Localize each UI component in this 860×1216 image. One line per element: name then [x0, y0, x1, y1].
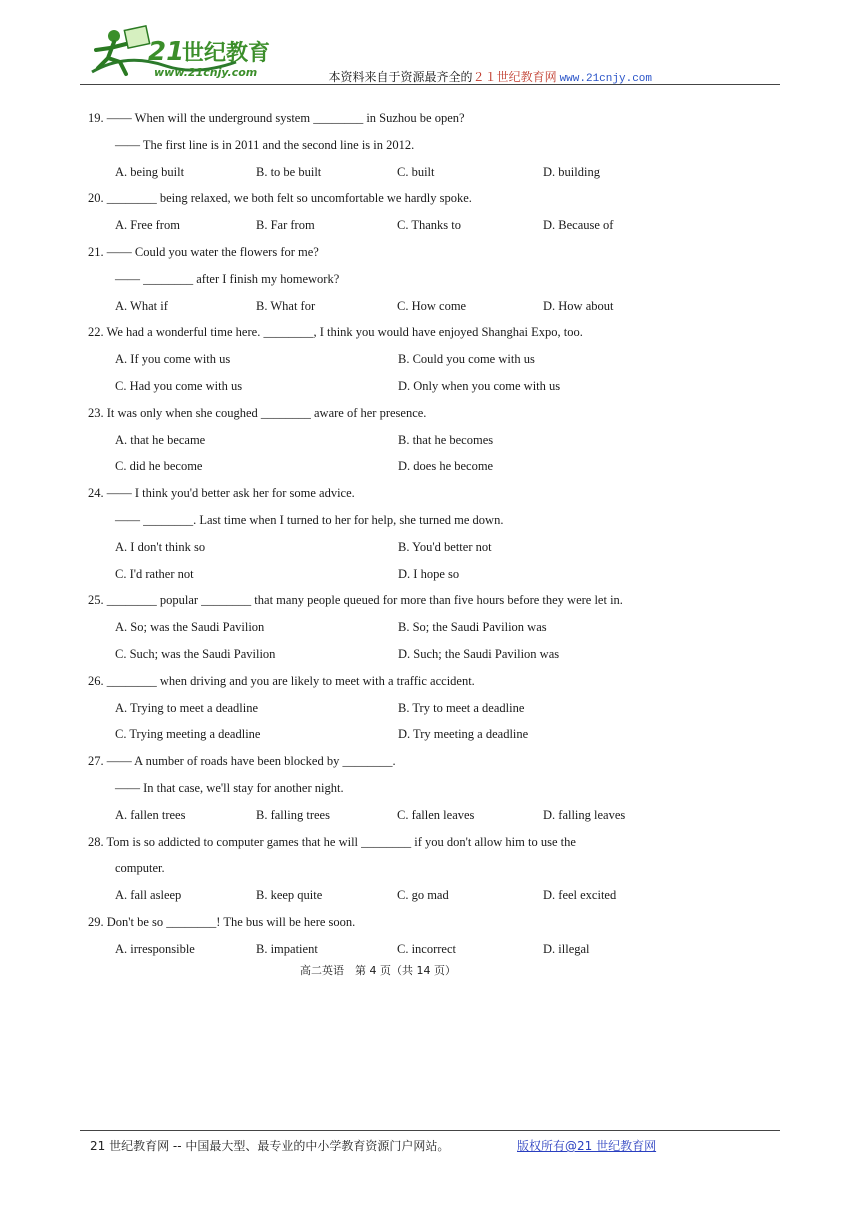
answer-option: D. How about	[543, 298, 614, 313]
answer-options-row	[88, 346, 688, 373]
page-number: 高二英语 第 4 页（共 14 页）	[300, 964, 456, 977]
header-note	[329, 68, 652, 85]
question-list	[88, 105, 688, 963]
answer-option: C. Thanks to	[397, 218, 462, 233]
answer-options-row	[88, 212, 688, 239]
answer-option: C. I'd rather not	[115, 566, 194, 581]
answer-option: D. feel excited	[543, 888, 617, 903]
answer-option: B. You'd better not	[398, 539, 492, 554]
answer-option: A. So; was the Saudi Pavilion	[115, 620, 265, 635]
answer-option: B. So; the Saudi Pavilion was	[398, 620, 547, 635]
answer-options-row	[88, 534, 688, 561]
copyright-link[interactable]: 版权所有@21 世纪教育网	[517, 1139, 657, 1153]
answer-option: D. Only when you come with us	[398, 378, 561, 393]
answer-option: A. fall asleep	[115, 888, 182, 903]
question-line: —— ________. Last time when I turned to her for help, she turned me down.	[115, 512, 504, 527]
answer-option: C. did he become	[115, 459, 203, 474]
answer-options-row	[88, 614, 688, 641]
question-stem: 21. —— Could you water the flowers for me?	[88, 244, 319, 259]
svg-text:21: 21	[148, 37, 185, 67]
footer-text: 21 世纪教育网 -- 中国最大型、最专业的中小学教育资源门户网站。	[90, 1139, 450, 1153]
answer-options-row	[88, 936, 688, 963]
question-stem: 27. —— A number of roads have been blocked by ________.	[88, 754, 396, 769]
answer-option: B. Could you come with us	[398, 352, 535, 367]
answer-options-row	[88, 427, 688, 454]
answer-option: D. illegal	[543, 941, 590, 956]
answer-option: B. falling trees	[256, 807, 330, 822]
answer-option: D. does he become	[398, 459, 494, 474]
header-note-url[interactable]: www.21cnjy.com	[559, 73, 652, 85]
answer-option: C. go mad	[397, 888, 449, 903]
answer-option: A. that he became	[115, 432, 206, 447]
answer-option: C. incorrect	[397, 941, 457, 956]
answer-option: C. Had you come with us	[115, 378, 243, 393]
answer-option: D. Such; the Saudi Pavilion was	[398, 646, 560, 661]
question-line: —— ________ after I finish my homework?	[115, 271, 340, 286]
answer-option: A. If you come with us	[115, 352, 231, 367]
answer-option: B. keep quite	[256, 888, 323, 903]
answer-options-row	[88, 721, 688, 748]
answer-option: A. irresponsible	[115, 941, 195, 956]
question-stem: 23. It was only when she coughed ________ aware of her presence.	[88, 405, 427, 420]
question-stem: 26. ________ when driving and you are likely to meet with a traffic accident.	[88, 673, 475, 688]
answer-option: B. Far from	[256, 218, 315, 233]
answer-option: A. I don't think so	[115, 539, 206, 554]
svg-text:世纪教育: 世纪教育	[182, 41, 271, 66]
answer-option: D. falling leaves	[543, 807, 626, 822]
answer-option: D. Try meeting a deadline	[398, 727, 529, 742]
answer-option: A. Trying to meet a deadline	[115, 700, 259, 715]
answer-option: D. building	[543, 164, 600, 179]
answer-options-row	[88, 802, 688, 829]
answer-option: A. fallen trees	[115, 807, 186, 822]
answer-option: C. built	[397, 164, 435, 179]
answer-option: D. Because of	[543, 218, 614, 233]
footer-divider	[80, 1130, 780, 1131]
answer-option: A. What if	[115, 298, 168, 313]
question-stem: 22. We had a wonderful time here. ________, I think you would have enjoyed Shanghai Expo, too.	[88, 325, 583, 340]
question-stem: 19. —— When will the underground system ________ in Suzhou be open?	[88, 111, 465, 125]
header-note-brand: ２１世纪教育网	[472, 70, 557, 84]
answer-option: D. I hope so	[398, 566, 460, 581]
question-stem: 25. ________ popular ________ that many people queued for more than five hours before they were let in.	[88, 593, 623, 608]
question-stem: 28. Tom is so addicted to computer games that he will ________ if you don't allow him to use the	[88, 834, 576, 849]
answer-option: C. fallen leaves	[397, 807, 475, 822]
question-line: —— In that case, we'll stay for another night.	[115, 780, 344, 795]
question-stem: 29. Don't be so ________! The bus will be here soon.	[88, 914, 356, 929]
answer-options-row	[88, 453, 688, 480]
answer-option: B. to be built	[256, 164, 322, 179]
answer-option: C. Trying meeting a deadline	[115, 727, 261, 742]
answer-option: A. Free from	[115, 218, 180, 233]
answer-options-row	[88, 373, 688, 400]
answer-option: B. Try to meet a deadline	[398, 700, 525, 715]
answer-option: A. being built	[115, 164, 185, 179]
answer-option: C. Such; was the Saudi Pavilion	[115, 646, 276, 661]
header-note-prefix: 本资料来自于资源最齐全的	[328, 70, 473, 84]
answer-option: B. impatient	[256, 941, 318, 956]
header-divider	[80, 84, 780, 85]
answer-options-row	[88, 561, 688, 588]
answer-options-row	[88, 882, 688, 909]
question-stem: 20. ________ being relaxed, we both felt so uncomfortable we hardly spoke.	[88, 191, 472, 206]
question-line: —— The first line is in 2011 and the second line is in 2012.	[115, 137, 415, 152]
site-logo	[86, 22, 296, 84]
question-line: computer.	[115, 861, 165, 876]
answer-option: B. that he becomes	[398, 432, 494, 447]
question-stem: 24. —— I think you'd better ask her for some advice.	[88, 486, 355, 501]
answer-options-row	[88, 641, 688, 668]
answer-option: B. What for	[256, 298, 316, 313]
answer-options-row	[88, 159, 688, 186]
page-header	[80, 22, 780, 86]
answer-option: C. How come	[397, 298, 467, 313]
answer-options-row	[88, 293, 688, 320]
answer-options-row	[88, 695, 688, 722]
svg-text:www.21cnjy.com: www.21cnjy.com	[154, 66, 258, 79]
